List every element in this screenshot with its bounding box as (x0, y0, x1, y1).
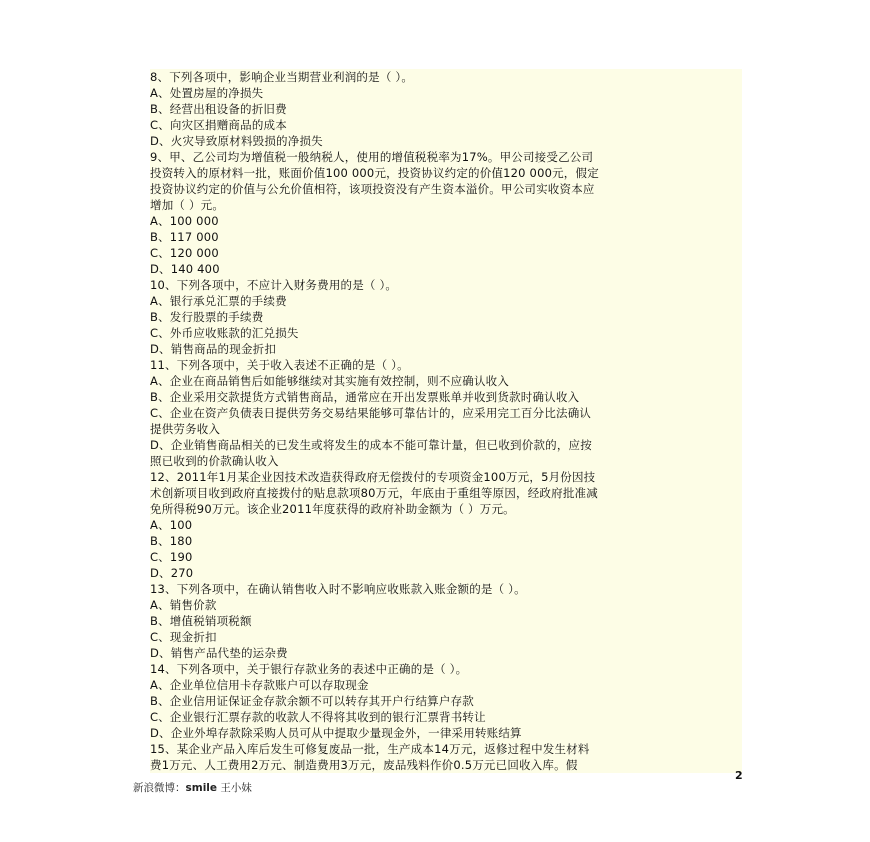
text-line: B、117 000 (150, 229, 742, 245)
text-line: D、270 (150, 565, 742, 581)
text-line: C、向灾区捐赠商品的成本 (150, 117, 742, 133)
text-line: D、企业销售商品相关的已发生或将发生的成本不能可靠计量，但已收到价款的，应按 (150, 437, 742, 453)
footer-name: 王小妹 (220, 782, 252, 794)
text-line: 11、下列各项中，关于收入表述不正确的是（ ）。 (150, 357, 742, 373)
text-line: 投资协议约定的价值与公允价值相符，该项投资没有产生资本溢价。甲公司实收资本应 (150, 181, 742, 197)
text-line: 9、甲、乙公司均为增值税一般纳税人，使用的增值税税率为17%。甲公司接受乙公司 (150, 149, 742, 165)
text-line: D、140 400 (150, 261, 742, 277)
text-line: 投资转入的原材料一批，账面价值100 000元，投资协议约定的价值120 000元，假定 (150, 165, 742, 181)
text-line: A、银行承兑汇票的手续费 (150, 293, 742, 309)
text-line: 免所得税90万元。该企业2011年度获得的政府补助金额为（ ）万元。 (150, 501, 742, 517)
text-line: D、火灾导致原材料毁损的净损失 (150, 133, 742, 149)
text-line: A、100 (150, 517, 742, 533)
text-line: 13、下列各项中，在确认销售收入时不影响应收账款入账金额的是（ ）。 (150, 581, 742, 597)
text-line: A、企业在商品销售后如能够继续对其实施有效控制，则不应确认收入 (150, 373, 742, 389)
text-line: A、100 000 (150, 213, 742, 229)
text-line: C、120 000 (150, 245, 742, 261)
text-line: B、发行股票的手续费 (150, 309, 742, 325)
text-line: 照已收到的价款确认收入 (150, 453, 742, 469)
text-line: D、销售商品的现金折扣 (150, 341, 742, 357)
text-line: 增加（ ）元。 (150, 197, 742, 213)
footer-prefix: 新浪微博： (133, 782, 186, 794)
text-line: A、处置房屋的净损失 (150, 85, 742, 101)
text-line: 提供劳务收入 (150, 421, 742, 437)
text-line: 8、下列各项中，影响企业当期营业利润的是（ ）。 (150, 69, 742, 85)
text-line: 14、下列各项中，关于银行存款业务的表述中正确的是（ ）。 (150, 661, 742, 677)
text-line: B、企业信用证保证金存款余额不可以转存其开户行结算户存款 (150, 693, 742, 709)
text-line: A、销售价款 (150, 597, 742, 613)
text-line: 12、2011年1月某企业因技术改造获得政府无偿拨付的专项资金100万元，5月份因技 (150, 469, 742, 485)
text-line: 费1万元、人工费用2万元、制造费用3万元，废品残料作价0.5万元已回收入库。假 (150, 757, 742, 773)
text-line: C、企业银行汇票存款的收款人不得将其收到的银行汇票背书转让 (150, 709, 742, 725)
text-line: B、企业采用交款提货方式销售商品，通常应在开出发票账单并收到货款时确认收入 (150, 389, 742, 405)
text-line: C、外币应收账款的汇兑损失 (150, 325, 742, 341)
page-number: 2 (735, 769, 743, 782)
question-text (150, 69, 742, 773)
text-line: D、销售产品代垫的运杂费 (150, 645, 742, 661)
text-line: C、企业在资产负债表日提供劳务交易结果能够可靠估计的，应采用完工百分比法确认 (150, 405, 742, 421)
text-line: C、现金折扣 (150, 629, 742, 645)
text-line: C、190 (150, 549, 742, 565)
text-line: B、经营出租设备的折旧费 (150, 101, 742, 117)
text-line: 术创新项目收到政府直接拨付的贴息款项80万元，年底由于重组等原因，经政府批准减 (150, 485, 742, 501)
text-line: B、增值税销项税额 (150, 613, 742, 629)
text-line: 15、某企业产品入库后发生可修复废品一批，生产成本14万元，返修过程中发生材料 (150, 741, 742, 757)
footer-credit (133, 780, 252, 795)
footer-handle: smile (185, 782, 218, 794)
text-line: D、企业外埠存款除采购人员可从中提取少量现金外，一律采用转账结算 (150, 725, 742, 741)
text-line: B、180 (150, 533, 742, 549)
text-line: 10、下列各项中，不应计入财务费用的是（ ）。 (150, 277, 742, 293)
text-line: A、企业单位信用卡存款账户可以存取现金 (150, 677, 742, 693)
